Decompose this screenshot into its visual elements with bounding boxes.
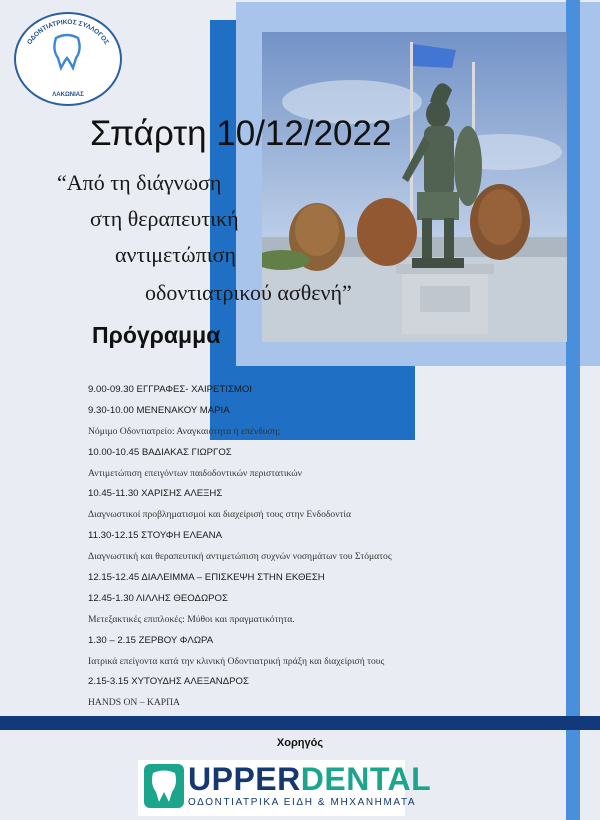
schedule-topic: Μετεξακτικές επιπλοκές: Μύθοι και πραγματικότητα. [88,613,295,625]
tooth-icon [50,32,84,72]
event-subtitle-line: στη θεραπευτική [90,206,239,231]
sponsor-name-part: UPPER [188,761,301,797]
association-name: ΟΔΟΝΤΙΑΤΡΙΚΟΣ ΣΥΛΛΟΓΟΣ [26,18,110,46]
schedule-session: 9.30-10.00 ΜΕΝΕΝΑΚΟΥ ΜΑΡΙΑ [88,404,230,416]
event-title: Σπάρτη 10/12/2022 [90,114,392,153]
schedule-session: 11.30-12.15 ΣΤΟΥΦΗ ΕΛΕΑΝΑ [88,530,222,542]
decorative-vertical-stripe [566,0,580,820]
sponsor-label: Χορηγός [276,737,324,749]
event-subtitle-line: αντιμετώπιση [115,242,236,267]
schedule-session: 12.15-12.45 ΔΙΑΛΕΙΜΜΑ – ΕΠΙΣΚΕΨΗ ΣΤΗΝ ΕΚΘΕΣΗ [88,572,325,584]
program-heading: Πρόγραμμα [92,322,221,348]
event-subtitle-line: οδοντιατρικού ασθενή” [145,280,352,305]
sponsor-name [188,760,431,798]
event-subtitle-line: “Από τη διάγνωση [57,170,222,195]
schedule-session: 10.00-10.45 ΒΑΔΙΑΚΑΣ ΓΙΩΡΓΟΣ [88,446,232,458]
schedule-session: 9.00-09.30 ΕΓΓΡΑΦΕΣ- ΧΑΙΡΕΤΙΣΜΟΙ [88,384,252,395]
schedule-session: 2.15-3.15 ΧΥΤΟΥΔΗΣ ΑΛΕΞΑΝΔΡΟΣ [88,676,249,688]
sponsor-name-part: DENTAL [300,761,432,797]
schedule-topic: Διαγνωστικοί προβληματισμοί και διαχείρισή τους στην Ενδοδοντία [88,509,351,521]
decorative-bottom-band [0,716,600,730]
schedule-topic: Ιατρικά επείγοντα κατά την κλινική Οδοντιατρική πράξη και διαχείρισή τους [88,655,385,667]
schedule-session: 1.30 – 2.15 ΖΕΡΒΟΥ ΦΛΩΡΑ [88,634,214,646]
schedule-topic: Αντιμετώπιση επειγόντων παιδοδοντικών περιστατικών [88,467,302,479]
schedule-session: 12.45-1.30 ΛΙΛΛΗΣ ΘΕΟΔΩΡΟΣ [88,592,228,604]
tooth-icon [144,764,184,808]
sponsor-tagline: ΟΔΟΝΤΙΑΤΡΙΚΑ ΕΙΔΗ & ΜΗΧΑΝΗΜΑΤΑ [188,797,417,808]
schedule-topic: Διαγνωστική και θεραπευτική αντιμετώπιση συχνών νοσημάτων του Στόματος [88,551,392,563]
association-region: ΛΑΚΩΝΙΑΣ [52,92,84,98]
schedule-topic: Νόμιμο Οδοντιατρείο: Αναγκαιότητα ή επένδυση; [88,425,281,437]
program-schedule [88,380,558,714]
schedule-topic: HANDS ON – ΚΑΡΠΑ [88,697,180,709]
schedule-session: 10.45-11.30 ΧΑΡΙΣΗΣ ΑΛΕΞΗΣ [88,488,223,500]
